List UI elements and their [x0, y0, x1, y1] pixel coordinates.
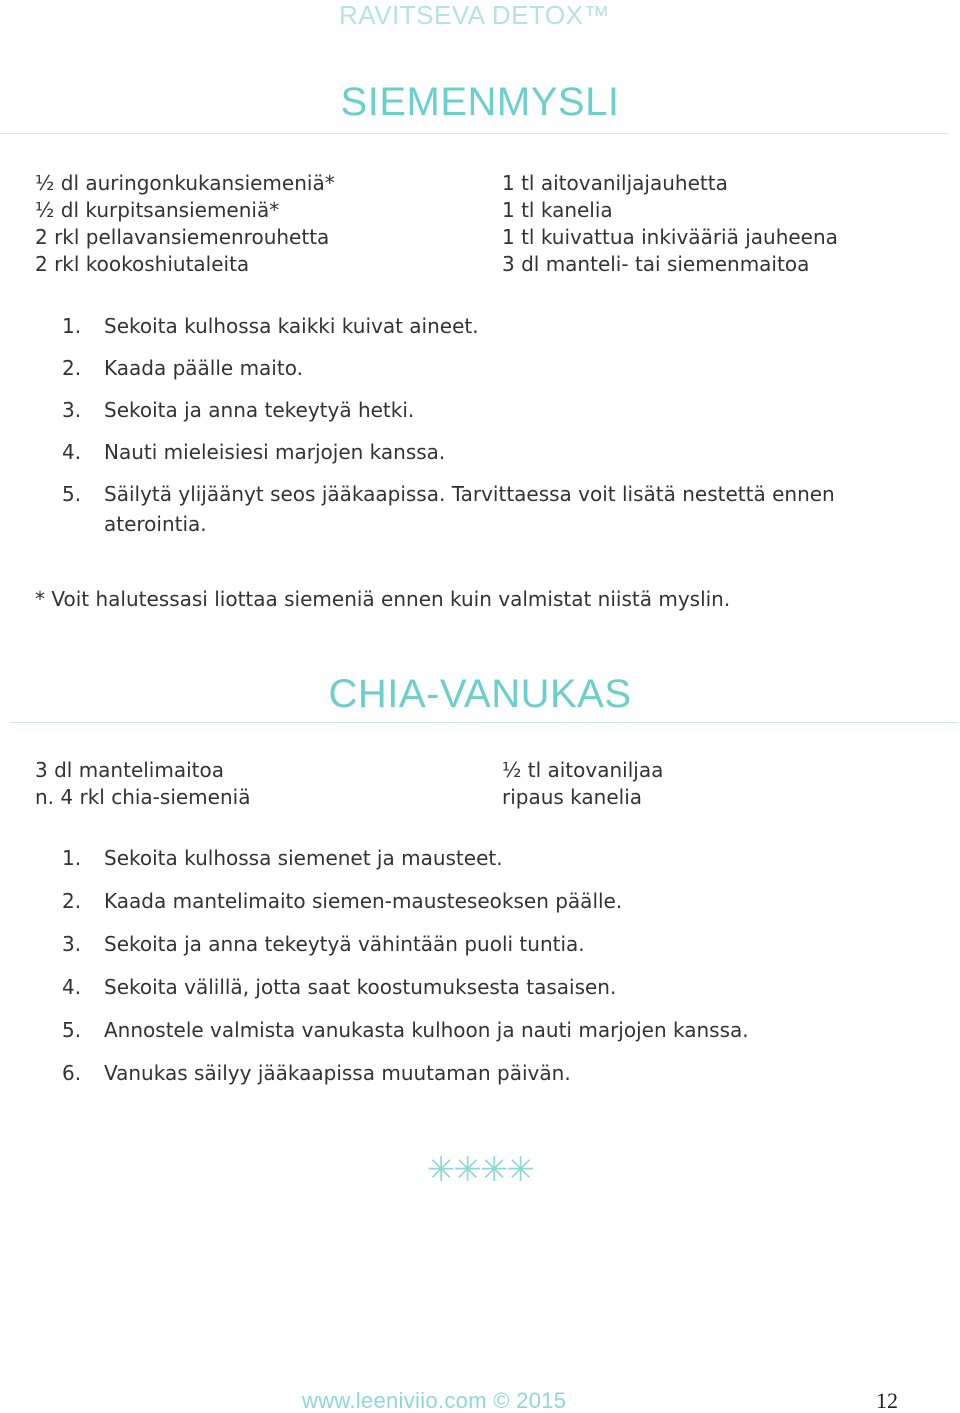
step-number: 4. — [62, 975, 82, 999]
instruction-step — [62, 479, 852, 539]
instruction-step — [62, 437, 852, 467]
step-text: Sekoita kulhossa siemenet ja mausteet. — [104, 846, 503, 870]
footnote: * Voit halutessasi liottaa siemeniä ennen kuin valmistat niistä myslin. — [35, 587, 731, 611]
instruction-step — [62, 353, 852, 383]
step-number: 1. — [62, 314, 82, 338]
ingredient-item: 1 tl aitovaniljajauhetta — [502, 171, 728, 195]
footer-website-link[interactable]: www.leeniviio.com © 2015 — [302, 1388, 567, 1413]
ingredient-item: n. 4 rkl chia-siemeniä — [35, 785, 251, 809]
recipe-title-siemenmysli: SIEMENMYSLI — [340, 80, 620, 124]
instruction-step — [62, 843, 912, 873]
ingredients-right-column — [502, 757, 663, 811]
step-text: Kaada mantelimaito siemen-mausteseoksen päälle. — [104, 889, 623, 913]
asterisk-divider-icon: ✳✳✳✳ — [427, 1150, 533, 1190]
ingredient-item: 1 tl kuivattua inkivääriä jauheena — [502, 225, 838, 249]
step-number: 5. — [62, 1018, 82, 1042]
ingredient-item: ripaus kanelia — [502, 785, 643, 809]
instruction-step — [62, 395, 852, 425]
step-text: Sekoita kulhossa kaikki kuivat aineet. — [104, 314, 479, 338]
title-divider — [0, 133, 948, 134]
step-number: 5. — [62, 482, 82, 506]
step-number: 2. — [62, 356, 82, 380]
instruction-step — [62, 311, 852, 341]
instruction-step — [62, 1058, 912, 1088]
ingredient-item: 2 rkl pellavansiemenrouhetta — [35, 225, 330, 249]
instruction-list — [62, 311, 852, 551]
header-brand: RAVITSEVA DETOX™ — [339, 0, 610, 30]
instruction-step — [62, 1015, 912, 1045]
ingredient-item: 1 tl kanelia — [502, 198, 613, 222]
ingredient-item: 2 rkl kookoshiutaleita — [35, 252, 250, 276]
step-number: 3. — [62, 932, 82, 956]
step-text: Annostele valmista vanukasta kulhoon ja nauti marjojen kanssa. — [104, 1018, 749, 1042]
ingredients-right-column — [502, 170, 838, 278]
step-text: Vanukas säilyy jääkaapissa muutaman päivän. — [104, 1061, 571, 1085]
recipe-title-chia-vanukas: CHIA-VANUKAS — [328, 672, 632, 716]
step-text: Sekoita välillä, jotta saat koostumuksesta tasaisen. — [104, 975, 617, 999]
step-number: 1. — [62, 846, 82, 870]
step-text: Sekoita ja anna tekeytyä hetki. — [104, 398, 415, 422]
ingredient-item: 3 dl manteli- tai siemenmaitoa — [502, 252, 810, 276]
step-text: Kaada päälle maito. — [104, 356, 303, 380]
ingredients-left-column — [35, 757, 250, 811]
step-number: 3. — [62, 398, 82, 422]
ingredient-item: ½ dl kurpitsansiemeniä* — [35, 198, 280, 222]
step-number: 6. — [62, 1061, 82, 1085]
step-text: Nauti mieleisiesi marjojen kanssa. — [104, 440, 446, 464]
page-number: 12 — [876, 1388, 898, 1413]
instruction-list — [62, 843, 912, 1101]
instruction-step — [62, 972, 912, 1002]
step-text: Sekoita ja anna tekeytyä vähintään puoli tuntia. — [104, 932, 585, 956]
ingredients-left-column — [35, 170, 335, 278]
instruction-step — [62, 886, 912, 916]
step-text: Säilytä ylijäänyt seos jääkaapissa. Tarvittaessa voit lisätä nestettä ennen aterointia. — [104, 482, 835, 536]
ingredient-item: 3 dl mantelimaitoa — [35, 758, 224, 782]
title-divider — [10, 722, 958, 723]
ingredient-item: ½ dl auringonkukansiemeniä* — [35, 171, 335, 195]
step-number: 4. — [62, 440, 82, 464]
instruction-step — [62, 929, 912, 959]
step-number: 2. — [62, 889, 82, 913]
ingredient-item: ½ tl aitovaniljaa — [502, 758, 664, 782]
